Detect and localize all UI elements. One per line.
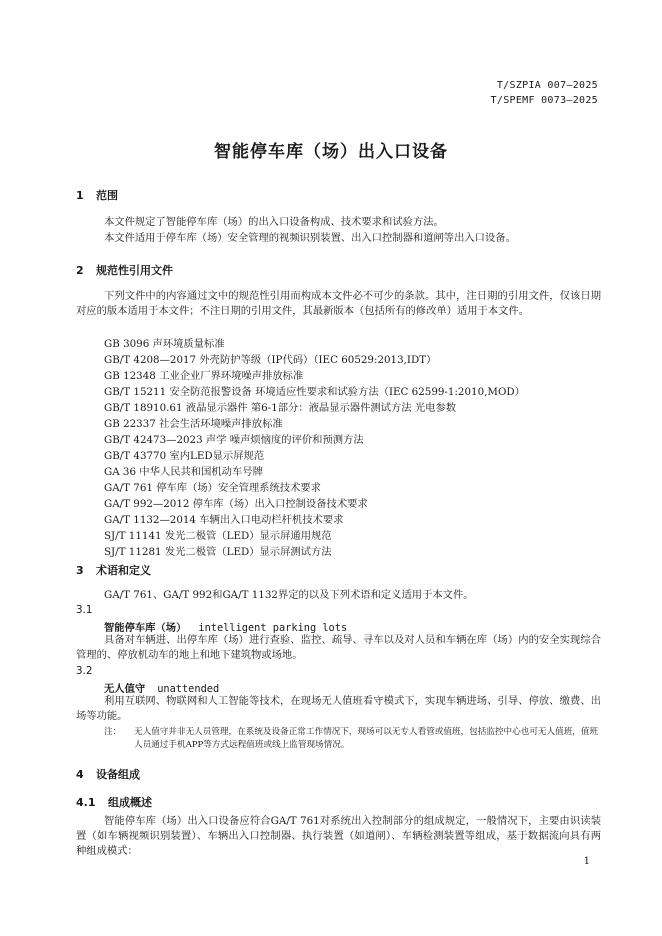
subsection-4-1-heading <box>76 794 152 810</box>
section-2-intro: 下列文件中的内容通过文中的规范性引用而构成本文件必不可少的条款。其中，注日期的引用文件，仅该日期对应的版本适用于本文件；不注日期的引用文件，其最新版本（包括所有的修改单）适用于本文件。 <box>76 290 601 317</box>
subsection-title: 组成概述 <box>108 796 152 809</box>
term-entry <box>104 619 347 634</box>
reference-item: SJ/T 11141 发光二极管（LED）显示屏通用规范 <box>104 530 332 542</box>
section-number: 4 <box>76 768 84 781</box>
term-definition: 具备对车辆进、出停车库（场）进行查验、监控、疏导、寻车以及对人员和车辆在库（场）内的安全实现综合管理的、停放机动车的地上和地下建筑物或场地。 <box>76 634 601 661</box>
term-number: 3.2 <box>76 665 93 677</box>
reference-item: GB/T 42473—2023 声学 噪声烦恼度的评价和预测方法 <box>104 434 364 446</box>
section-1-heading <box>76 187 118 203</box>
standard-number-1: T/SZPIA 007—2025 <box>496 80 598 91</box>
section-number: 2 <box>76 264 84 277</box>
section-3-heading <box>76 562 151 578</box>
document-title: 智能停车库（场）出入口设备 <box>214 142 448 162</box>
reference-item: SJ/T 11281 发光二极管（LED）显示屏测试方法 <box>104 546 332 558</box>
section-title: 设备组成 <box>96 768 140 781</box>
reference-item: GB/T 43770 室内LED显示屏规范 <box>104 450 265 462</box>
term-entry <box>104 680 219 695</box>
reference-item: GB 3096 声环境质量标准 <box>104 338 225 350</box>
reference-item: GA 36 中华人民共和国机动车号牌 <box>104 466 263 478</box>
term-english: unattended <box>157 683 220 695</box>
section-2-heading <box>76 262 173 278</box>
term-chinese: 智能停车库（场） <box>104 622 187 634</box>
section-title: 范围 <box>96 189 118 202</box>
section-1-paragraph-2: 本文件适用于停车库（场）安全管理的视频识别装置、出入口控制器和道闸等出入口设备。 <box>104 232 516 244</box>
term-chinese: 无人值守 <box>104 683 146 695</box>
section-4-paragraph: 智能停车库（场）出入口设备应符合GA/T 761对系统出入控制部分的组成规定，一般情况下，主要由识读装置（如车辆视频识别装置）、车辆出入口控制器、执行装置（如道闸）、车辆检测装置等组成，基于数据流向具有两种组成模式： <box>76 815 601 857</box>
reference-item: GA/T 1132—2014 车辆出入口电动栏杆机技术要求 <box>104 514 344 526</box>
standard-number-2: T/SPEMF 0073—2025 <box>490 95 598 106</box>
reference-item: GA/T 761 停车库（场）安全管理系统技术要求 <box>104 482 321 494</box>
note <box>104 726 601 752</box>
section-title: 术语和定义 <box>96 564 151 577</box>
note-text: 无人值守并非无人员管理，在系统及设备正常工作情况下，现场可以无专人看管或值班，包括监控中心也可无人值班，值班人员通过手机APP等方式远程值班或线上监管现场情况。 <box>134 727 599 750</box>
note-label: 注： <box>104 727 122 737</box>
term-definition: 利用互联网、物联网和人工智能等技术，在现场无人值班看守模式下，实现车辆进场、引导、停放、缴费、出场等功能。 <box>76 695 601 722</box>
term-number: 3.1 <box>76 604 93 616</box>
reference-item: GB/T 18910.61 液晶显示器件 第6-1部分：液晶显示器件测试方法 光电参数 <box>104 402 457 414</box>
reference-item: GB/T 15211 安全防范报警设备 环境适应性要求和试验方法（IEC 62599-1:2010,MOD） <box>104 386 525 398</box>
section-4-heading <box>76 766 140 782</box>
subsection-number: 4.1 <box>76 796 96 809</box>
section-number: 1 <box>76 189 84 202</box>
term-english: intelligent parking lots <box>198 622 348 634</box>
section-number: 3 <box>76 564 84 577</box>
section-3-intro: GA/T 761、GA/T 992和GA/T 1132界定的以及下列术语和定义适用于本文件。 <box>104 589 474 601</box>
reference-item: GB/T 4208—2017 外壳防护等级（IP代码）（IEC 60529:2013,IDT） <box>104 354 437 366</box>
reference-item: GB 12348 工业企业厂界环境噪声排放标准 <box>104 370 304 382</box>
section-title: 规范性引用文件 <box>96 264 173 277</box>
reference-item: GA/T 992—2012 停车库（场）出入口控制设备技术要求 <box>104 498 368 510</box>
page-number: 1 <box>583 856 590 867</box>
section-1-paragraph-1: 本文件规定了智能停车库（场）的出入口设备构成、技术要求和试验方法。 <box>104 216 444 228</box>
reference-item: GB 22337 社会生活环境噪声排放标准 <box>104 418 283 430</box>
